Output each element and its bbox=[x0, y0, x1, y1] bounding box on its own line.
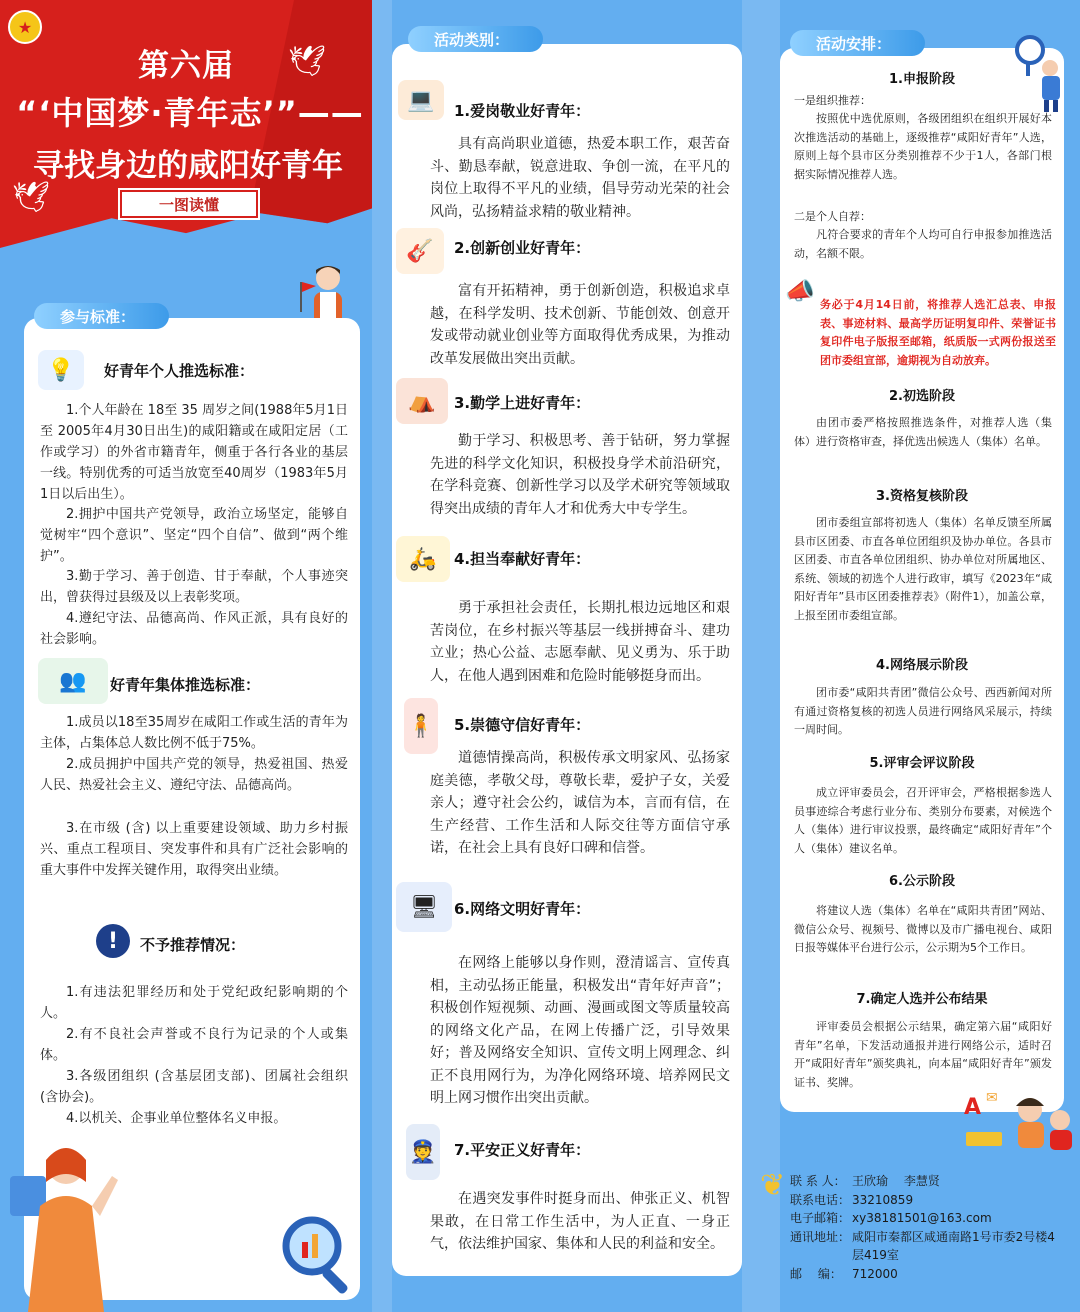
category-text: 在遇突发事件时挺身而出、伸张正义、机智果敢，在日常工作生活中，为人正直、一身正气，依法维护国家、集体和人民的利益和安全。 bbox=[430, 1191, 730, 1252]
dove-icon: 🕊 bbox=[12, 180, 51, 215]
category-text: 勤于学习、积极思考、善于钻研，努力掌握先进的科学文化知识，积极投身学术前沿研究，在学科竞赛、创新性学习以及学术研究等领域取得突出成绩的青年人才和优秀大中专学生。 bbox=[430, 433, 730, 517]
category-title: 5.崇德守信好青年： bbox=[454, 716, 591, 734]
lightbulb-person-icon: 💡 bbox=[38, 350, 84, 390]
contact-person: 王欣瑜 李慧贤 bbox=[852, 1174, 940, 1188]
category-title: 1.爱岗敬业好青年： bbox=[454, 102, 591, 120]
category-title: 2.创新创业好青年： bbox=[454, 239, 591, 257]
category-text: 在网络上能够以身作则，澄清谣言、宣传真相，主动弘扬正能量，积极发出“青年好声音”；积极创作短视频、动画、漫画或图文等质量较高的网络文化产品，在网上传播广泛，引导效果好；普及网络安全知识、宣传文明上网理念、纠正不良用网行为，为净化网络环境、培养网民文明上网习惯作出突出贡献。 bbox=[430, 955, 730, 1106]
contact-phone-row bbox=[790, 1191, 1076, 1210]
individual-criteria-item: 2.拥护中国共产党领导，政治立场坚定，能够自觉树牢“四个意识”、坚定“四个自信”、做到“两个维护”。 bbox=[40, 507, 348, 564]
collective-criteria-item: 2.成员拥护中国共产党的领导，热爱祖国、热爱人民、热爱社会主义、遵纪守法、品德高尚。 bbox=[40, 757, 348, 793]
delivery-scooter-icon: 🛵 bbox=[396, 536, 450, 582]
category-title: 7.平安正义好青年： bbox=[454, 1141, 591, 1159]
categories-tag: 活动类别： bbox=[408, 26, 543, 52]
stage-text: 团市委组宣部将初选人（集体）名单反馈至所属县市区团委、市直各单位团组织及协办单位。各县市区团委、市直各单位团组织、协办单位对所属地区、系统、领域的初选个人进行政审，填写《2023年“咸阳好青年”县市区团委推荐表》（附件1），加盖公章，上报至团市委组宣部。 bbox=[794, 516, 1052, 622]
header-slogan: “‘中国梦·青年志’”—— bbox=[16, 94, 364, 132]
magnifier-person-icon bbox=[1008, 34, 1068, 112]
study-kids-icon bbox=[960, 1080, 1076, 1156]
contact-phone: 33210859 bbox=[852, 1192, 914, 1207]
excluded-item: 1.有违法犯罪经历和处于党纪政纪影响期的个人。 bbox=[40, 985, 348, 1021]
schedule-tag: 活动安排： bbox=[790, 30, 925, 56]
stage-title: 6.公示阶段 bbox=[889, 874, 955, 889]
tent-icon: ⛺ bbox=[396, 378, 448, 424]
excluded-item: 4.以机关、企事业单位整体名义申报。 bbox=[66, 1111, 287, 1126]
woman-figure-icon bbox=[0, 1136, 130, 1312]
deadline-notice: 务必于4月14日前，将推荐人选汇总表、申报表、事迹材料、最高学历证明复印件、荣誉证书复印件电子版报至邮箱，纸质版一式两份报送至团市委组宣部，逾期视为自动放弃。 bbox=[820, 298, 1056, 367]
contact-label: 联系电话： bbox=[790, 1192, 851, 1207]
collective-criteria-item: 1.成员以18至35周岁在咸阳工作或生活的青年为主体，占集体总人数比例不低于75%。 bbox=[40, 715, 348, 751]
org-recommend-label: 一是组织推荐： bbox=[794, 94, 871, 107]
collective-criteria-item: 3.在市级 (含) 以上重要建设领域、助力乡村振兴、重点工程项目、突发事件和具有广泛社会影响的重大事件中发挥关键作用，取得突出业绩。 bbox=[40, 821, 348, 878]
stage-title: 2.初选阶段 bbox=[889, 389, 955, 404]
contact-address: 咸阳市秦都区咸通南路1号市委2号楼4层419室 bbox=[852, 1229, 1055, 1262]
stage-title: 7.确定人选并公布结果 bbox=[856, 992, 988, 1007]
contact-label: 联 系 人： bbox=[790, 1174, 846, 1188]
categories-panel bbox=[392, 44, 742, 1276]
category-text: 具有高尚职业道德，热爱本职工作，艰苦奋斗、勤恳奉献，锐意进取、争创一流，在平凡的岗位上取得不平凡的业绩，倡导劳动光荣的社会风尚，弘扬精益求精的敬业精神。 bbox=[430, 136, 730, 220]
stage-text: 将建议人选（集体）名单在“咸阳共青团”网站、微信公众号、视频号、微博以及市广播电视台、咸阳日报等媒体平台进行公示，公示期为5个工作日。 bbox=[794, 904, 1052, 954]
schedule-panel bbox=[780, 48, 1064, 1112]
police-officer-icon: 👮 bbox=[406, 1124, 440, 1180]
stage-title: 1.申报阶段 bbox=[889, 72, 955, 87]
excluded-item: 2.有不良社会声誉或不良行为记录的个人或集体。 bbox=[40, 1027, 348, 1063]
self-recommend-label: 二是个人自荐： bbox=[794, 210, 871, 223]
svg-text:✉: ✉ bbox=[986, 1090, 998, 1106]
header-title: 寻找身边的咸阳好青年 bbox=[33, 148, 343, 184]
stage-title: 5.评审会评议阶段 bbox=[869, 756, 975, 771]
contact-person-row bbox=[790, 1172, 1076, 1191]
collective-criteria-title: 好青年集体推选标准： bbox=[110, 676, 261, 694]
org-recommend-text: 按照优中选优原则，各级团组织在组织开展好本次推选活动的基础上，逐级推荐“咸阳好青年”人选，原则上每个县市区分类别推荐不少于1人，各部门根据实际情况推荐人选。 bbox=[794, 112, 1052, 181]
youth-league-emblem-icon: ★ bbox=[8, 10, 42, 44]
svg-text:A: A bbox=[964, 1095, 982, 1120]
stage-text: 评审委员会根据公示结果，确定第六届“咸阳好青年”名单，下发活动通报并进行网络公示，适时召开“咸阳好青年”颁奖典礼，向本届“咸阳好青年”颁发证书、奖牌。 bbox=[794, 1020, 1052, 1089]
stage-text: 成立评审委员会，召开评审会，严格根据参选人员事迹综合考虑行业分布、类别分布要素，对候选个人（集体）进行审议投票，最终确定“咸阳好青年”个人（集体）建议名单。 bbox=[794, 786, 1052, 855]
stage-title: 3.资格复核阶段 bbox=[876, 489, 968, 504]
contact-info bbox=[790, 1172, 1076, 1283]
dove-icon: 🕊 bbox=[288, 44, 327, 79]
category-title: 3.勤学上进好青年： bbox=[454, 394, 591, 412]
individual-criteria-item: 3.勤于学习、善于创造、甘于奉献，个人事迹突出，曾获得过县级及以上表彰奖项。 bbox=[40, 569, 348, 605]
excluded-item: 3.各级团组织 (含基层团支部)、团属社会组织 (含协会)。 bbox=[40, 1069, 348, 1105]
desk-worker-icon: 💻 bbox=[398, 80, 444, 120]
category-text: 富有开拓精神，勇于创新创造，积极追求卓越，在科学发明、技术创新、节能创效、创意开发或带动就业创业等方面取得优秀成果，为推动改革发展做出突出贡献。 bbox=[430, 283, 730, 367]
background-stripe bbox=[742, 0, 780, 1312]
self-recommend-text: 凡符合要求的青年个人均可自行申报参加推选活动，名额不限。 bbox=[794, 228, 1052, 260]
standing-person-icon: 🧍 bbox=[404, 698, 438, 754]
criteria-tag: 参与标准： bbox=[34, 303, 169, 329]
category-text: 道德情操高尚，积极传承文明家风、弘扬家庭美德，孝敬父母，尊敬长辈，爱护子女，关爱亲人；遵守社会公约，诚信为本，言而有信，在生产经营、工作生活和人际交往等方面信守承诺，在社会上具有良好口碑和信誉。 bbox=[430, 750, 730, 856]
header-edition: 第六届 bbox=[138, 48, 234, 84]
stage-title: 4.网络展示阶段 bbox=[876, 658, 968, 673]
leaf-icon: ❦ bbox=[760, 1168, 786, 1203]
stage-text: 团市委“咸阳共青团”微信公众号、西西新闻对所有通过资格复核的初选人员进行网络风采展示，持续一周时间。 bbox=[794, 686, 1052, 736]
contact-label: 通讯地址： bbox=[790, 1229, 851, 1244]
contact-address-row bbox=[790, 1228, 1076, 1265]
team-group-icon: 👥 bbox=[38, 658, 108, 704]
background-stripe bbox=[372, 0, 392, 1312]
guitar-player-icon: 🎸 bbox=[396, 228, 444, 274]
contact-email[interactable]: xy38181501@163.com bbox=[852, 1211, 992, 1225]
contact-label: 电子邮箱： bbox=[790, 1211, 851, 1225]
computer-user-icon: 🖥 bbox=[396, 882, 452, 932]
individual-criteria-item: 1.个人年龄在 18至 35 周岁之间(1988年5月1日至 2005年4月30日出生)的咸阳籍或在咸阳定居（工作或学习）的外省市籍青年，侧重于各行各业的基层一线。特别优秀的可适当放宽至40周岁（1983年5月1日以后出生）。 bbox=[40, 403, 348, 502]
contact-email-row bbox=[790, 1209, 1076, 1228]
category-title: 6.网络文明好青年： bbox=[454, 900, 591, 918]
stage-text: 由团市委严格按照推选条件，对推荐人选（集体）进行资格审查，择优选出候选人（集体）名单。 bbox=[794, 416, 1052, 448]
individual-criteria-item: 4.遵纪守法、品德高尚、作风正派，具有良好的社会影响。 bbox=[40, 611, 348, 647]
read-at-a-glance-button[interactable]: 一图读懂 bbox=[120, 190, 258, 218]
excluded-title: 不予推荐情况： bbox=[140, 936, 246, 954]
category-text: 勇于承担社会责任，长期扎根边远地区和艰苦岗位，在乡村振兴等基层一线拼搏奋斗、建功立业；热心公益、志愿奉献、见义勇为、乐于助人，在他人遇到困难和危险时能够挺身而出。 bbox=[430, 600, 730, 684]
individual-criteria-title: 好青年个人推选标准： bbox=[104, 362, 255, 380]
contact-zip: 712000 bbox=[852, 1266, 898, 1281]
exclamation-icon: ! bbox=[96, 924, 130, 958]
megaphone-icon: 📣 bbox=[785, 277, 815, 305]
contact-label: 邮 编： bbox=[790, 1266, 842, 1281]
contact-zip-row bbox=[790, 1265, 1076, 1284]
magnifier-chart-icon bbox=[276, 1210, 362, 1296]
category-title: 4.担当奉献好青年： bbox=[454, 550, 591, 568]
